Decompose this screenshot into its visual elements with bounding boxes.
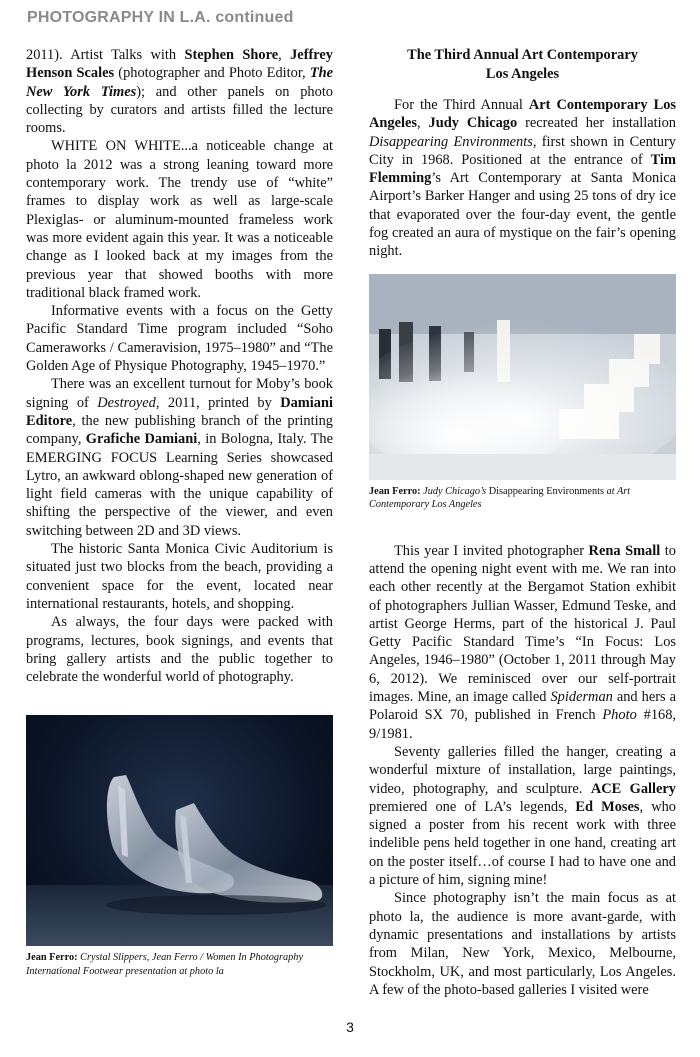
right-column <box>369 46 676 999</box>
left-paragraph-5: The historic Santa Monica Civic Auditorium is situated just two blocks from the beach, providing a convenient space for the event, located near international restaurants, hotels, and shopping. <box>26 541 333 612</box>
section-title <box>369 46 676 83</box>
disappearing-environments-photo <box>369 274 676 480</box>
left-paragraph-3: Informative events with a focus on the Getty Pacific Standard Time program included “Soho Cameraworks / Cameravision, 1975–1980” and “The Golden Age of Physique Photography, 1945–1970.” <box>26 303 333 375</box>
right-paragraph-3: Seventy galleries filled the hanger, creating a wonderful mixture of installation, large paintings, video, photography, and sculpture. ACE Gallery premiered one of LA’s legends, Ed Moses, who signed a poster from his recent work with three indelible pens held together in one hand, creating art on the poster itself…of course I had to have one and a picture of him, signing mine! <box>369 743 676 889</box>
fog-installation-illustration <box>369 274 676 480</box>
right-photo-caption: Jean Ferro: Judy Chicago’s Disappearing Environments at Art Contemporary Los Angeles <box>369 485 631 511</box>
left-paragraph-1: 2011). Artist Talks with Stephen Shore, Jeffrey Henson Scales (photographer and Photo Editor, The New York Times); and other panels on photo collecting by curators and artists filled the lecture rooms. <box>26 47 334 137</box>
crystal-slippers-photo <box>26 715 333 946</box>
crystal-slippers-illustration <box>26 715 333 946</box>
left-photo-caption: Jean Ferro: Crystal Slippers, Jean Ferro / Women In Photography International Footwear presentation at photo la <box>26 952 304 977</box>
page-number: 3 <box>346 1019 354 1035</box>
right-paragraph-4: Since photography isn’t the main focus as at photo la, the audience is more avant-garde, with dynamic presentations and installations by artists from Milan, New York, Mexico, Melbourne, Stockholm, UK, and most particularly, Los Angeles. A few of the photo-based galleries I visited were <box>369 890 676 998</box>
left-column <box>26 46 333 978</box>
right-paragraph-2: This year I invited photographer Rena Small to attend the opening night event with me. We ran into each other recently at the Bergamot Station exhibit of photographers Jullian Wasser, Edmund Teske, and artist George Herms, part of the historical J. Paul Getty Pacific Standard Time’s “In Focus: Los Angeles, 1946–1980” (October 1, 2011 through May 6, 2012). We reminisced over our self-portrait images. Mine, an image called Spiderman and hers a Polaroid SX 70, published in French Photo #168, 9/1981. <box>369 542 677 742</box>
section-title-line-1: The Third Annual Art Contemporary <box>407 47 638 63</box>
section-title-line-2: Los Angeles <box>485 65 560 82</box>
left-paragraph-6: As always, the four days were packed with programs, lectures, book signings, and events that bring gallery artists and the public together to celebrate the wonderful world of photography. <box>26 614 333 686</box>
right-paragraph-1: For the Third Annual Art Contemporary Los Angeles, Judy Chicago recreated her installation Disappearing Environments, first shown in Century City in 1968. Positioned at the entrance of Tim Flemming’s Art Contemporary at Santa Monica Airport’s Barker Hanger and using 25 tons of dry ice that evaporated over the four-day event, the gentle fog created an aura of mystique on the fair’s opening night. <box>369 97 676 260</box>
left-paragraph-4: There was an excellent turnout for Moby’s book signing of Destroyed, 2011, printed by Damiani Editore, the new publishing branch of the printing company, Grafiche Damiani, in Bologna, Italy. The EMERGING FOCUS Learning Series showcased Lytro, an awkward oblong-shaped new generation of light field cameras with the unique capability of shifting the perspective of the viewer, and even switching between 2D and 3D views. <box>26 376 333 539</box>
running-header: PHOTOGRAPHY IN L.A. continued <box>27 9 294 26</box>
left-paragraph-2: WHITE ON WHITE...a noticeable change at photo la 2012 was a strong leaning toward more contemporary work. The trendy use of “white” frames to display work as well as large-scale Plexiglas- or aluminum-mounted frameless work was more evident again this year. It was a noticeable change as I looked back at my images from the previous year that showed booths with more traditional black framed work. <box>26 138 333 301</box>
